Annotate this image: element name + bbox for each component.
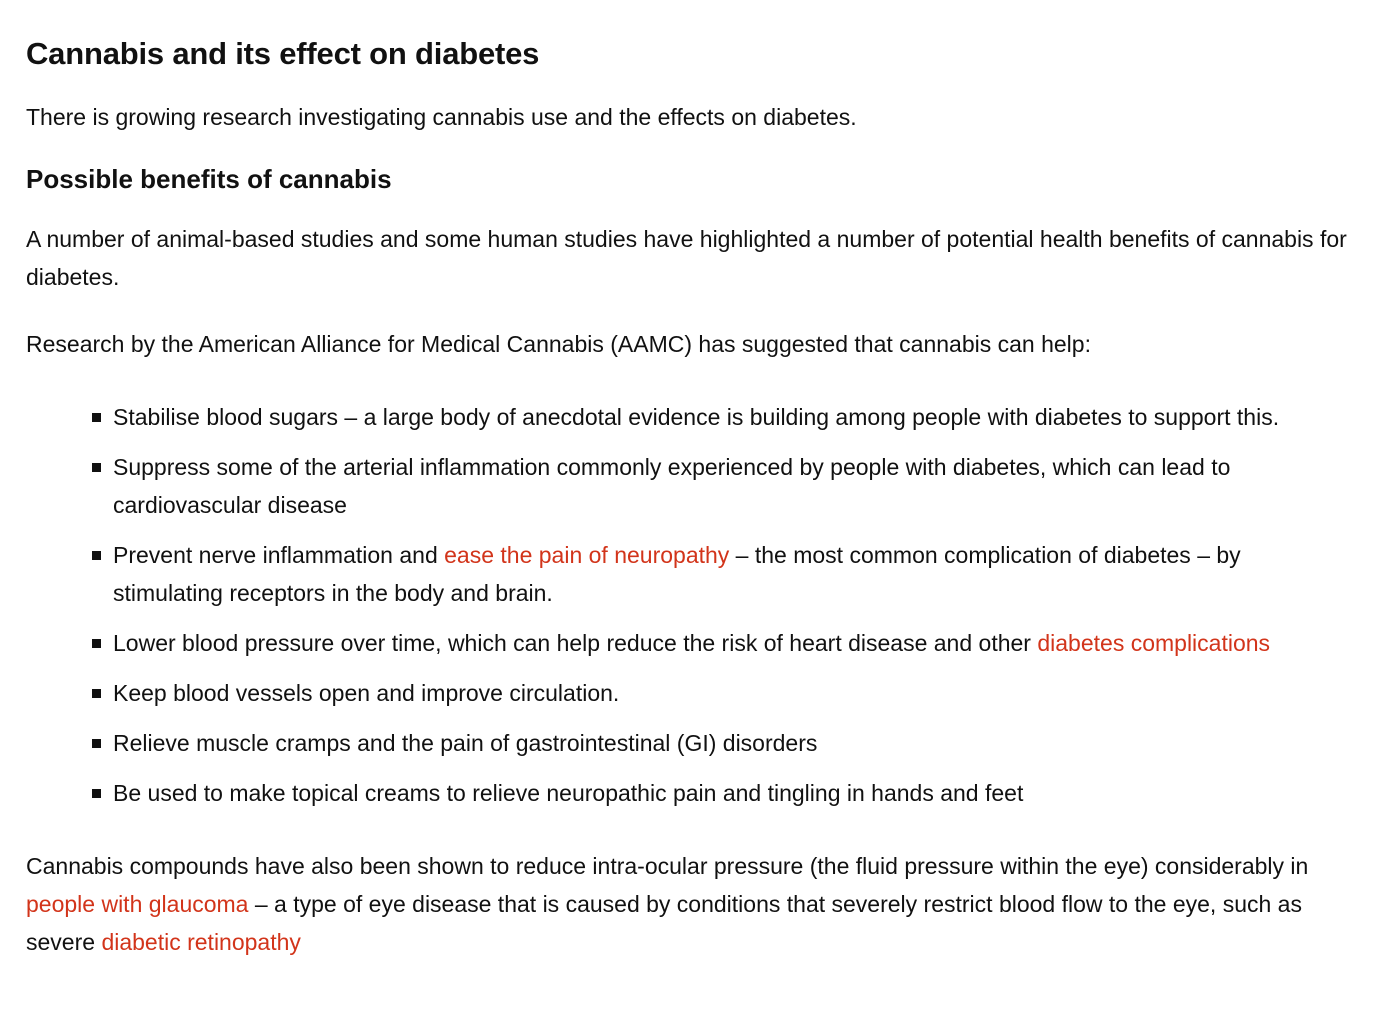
- list-item-text: Relieve muscle cramps and the pain of gastrointestinal (GI) disorders: [113, 730, 818, 756]
- list-item-text: Be used to make topical creams to relieve neuropathic pain and tingling in hands and feet: [113, 780, 1024, 806]
- square-bullet-icon: [92, 463, 101, 472]
- list-item: [113, 724, 1374, 762]
- list-item-text: Prevent nerve inflammation and: [113, 542, 445, 568]
- aamc-paragraph: Research by the American Alliance for Medical Cannabis (AAMC) has suggested that cannabis can help:: [26, 331, 1091, 357]
- benefits-list: [26, 398, 1374, 812]
- square-bullet-icon: [92, 789, 101, 798]
- list-item: [113, 624, 1374, 662]
- section-heading: Possible benefits of cannabis: [26, 164, 392, 194]
- intro-paragraph: There is growing research investigating cannabis use and the effects on diabetes.: [26, 104, 857, 130]
- diabetic-retinopathy-link[interactable]: diabetic retinopathy: [101, 929, 301, 955]
- list-item-text: Lower blood pressure over time, which can help reduce the risk of heart disease and other: [113, 630, 1038, 656]
- square-bullet-icon: [92, 413, 101, 422]
- animal-studies-paragraph: A number of animal-based studies and some human studies have highlighted a number of potential health benefits of cannabis for diabetes.: [26, 226, 1347, 290]
- list-item: [113, 536, 1374, 612]
- paragraph-text: Cannabis compounds have also been shown to reduce intra-ocular pressure (the fluid pressure within the eye) considerably in: [26, 853, 1309, 879]
- neuropathy-link[interactable]: ease the pain of neuropathy: [444, 542, 730, 568]
- list-item: [113, 398, 1374, 436]
- square-bullet-icon: [92, 551, 101, 560]
- page-title: Cannabis and its effect on diabetes: [26, 36, 540, 71]
- square-bullet-icon: [92, 739, 101, 748]
- square-bullet-icon: [92, 689, 101, 698]
- paragraph-text: – a type of eye disease that is caused by conditions that severely restrict blood flow to the eye, such as severe: [26, 891, 1302, 955]
- list-item: [113, 674, 1374, 712]
- list-item-text: Stabilise blood sugars – a large body of anecdotal evidence is building among people with diabetes to support this.: [113, 404, 1280, 430]
- list-item: [113, 448, 1374, 524]
- list-item-text: Suppress some of the arterial inflammation commonly experienced by people with diabetes, which can lead to cardiovascular disease: [113, 454, 1231, 518]
- square-bullet-icon: [92, 639, 101, 648]
- list-item-text: – the most common complication of diabetes – by stimulating receptors in the body and brain.: [113, 542, 1241, 606]
- diabetes-complications-link[interactable]: diabetes complications: [1037, 630, 1271, 656]
- glaucoma-paragraph: [26, 847, 1374, 961]
- list-item-text: Keep blood vessels open and improve circulation.: [113, 680, 620, 706]
- glaucoma-link[interactable]: people with glaucoma: [26, 891, 249, 917]
- list-item: [113, 774, 1374, 812]
